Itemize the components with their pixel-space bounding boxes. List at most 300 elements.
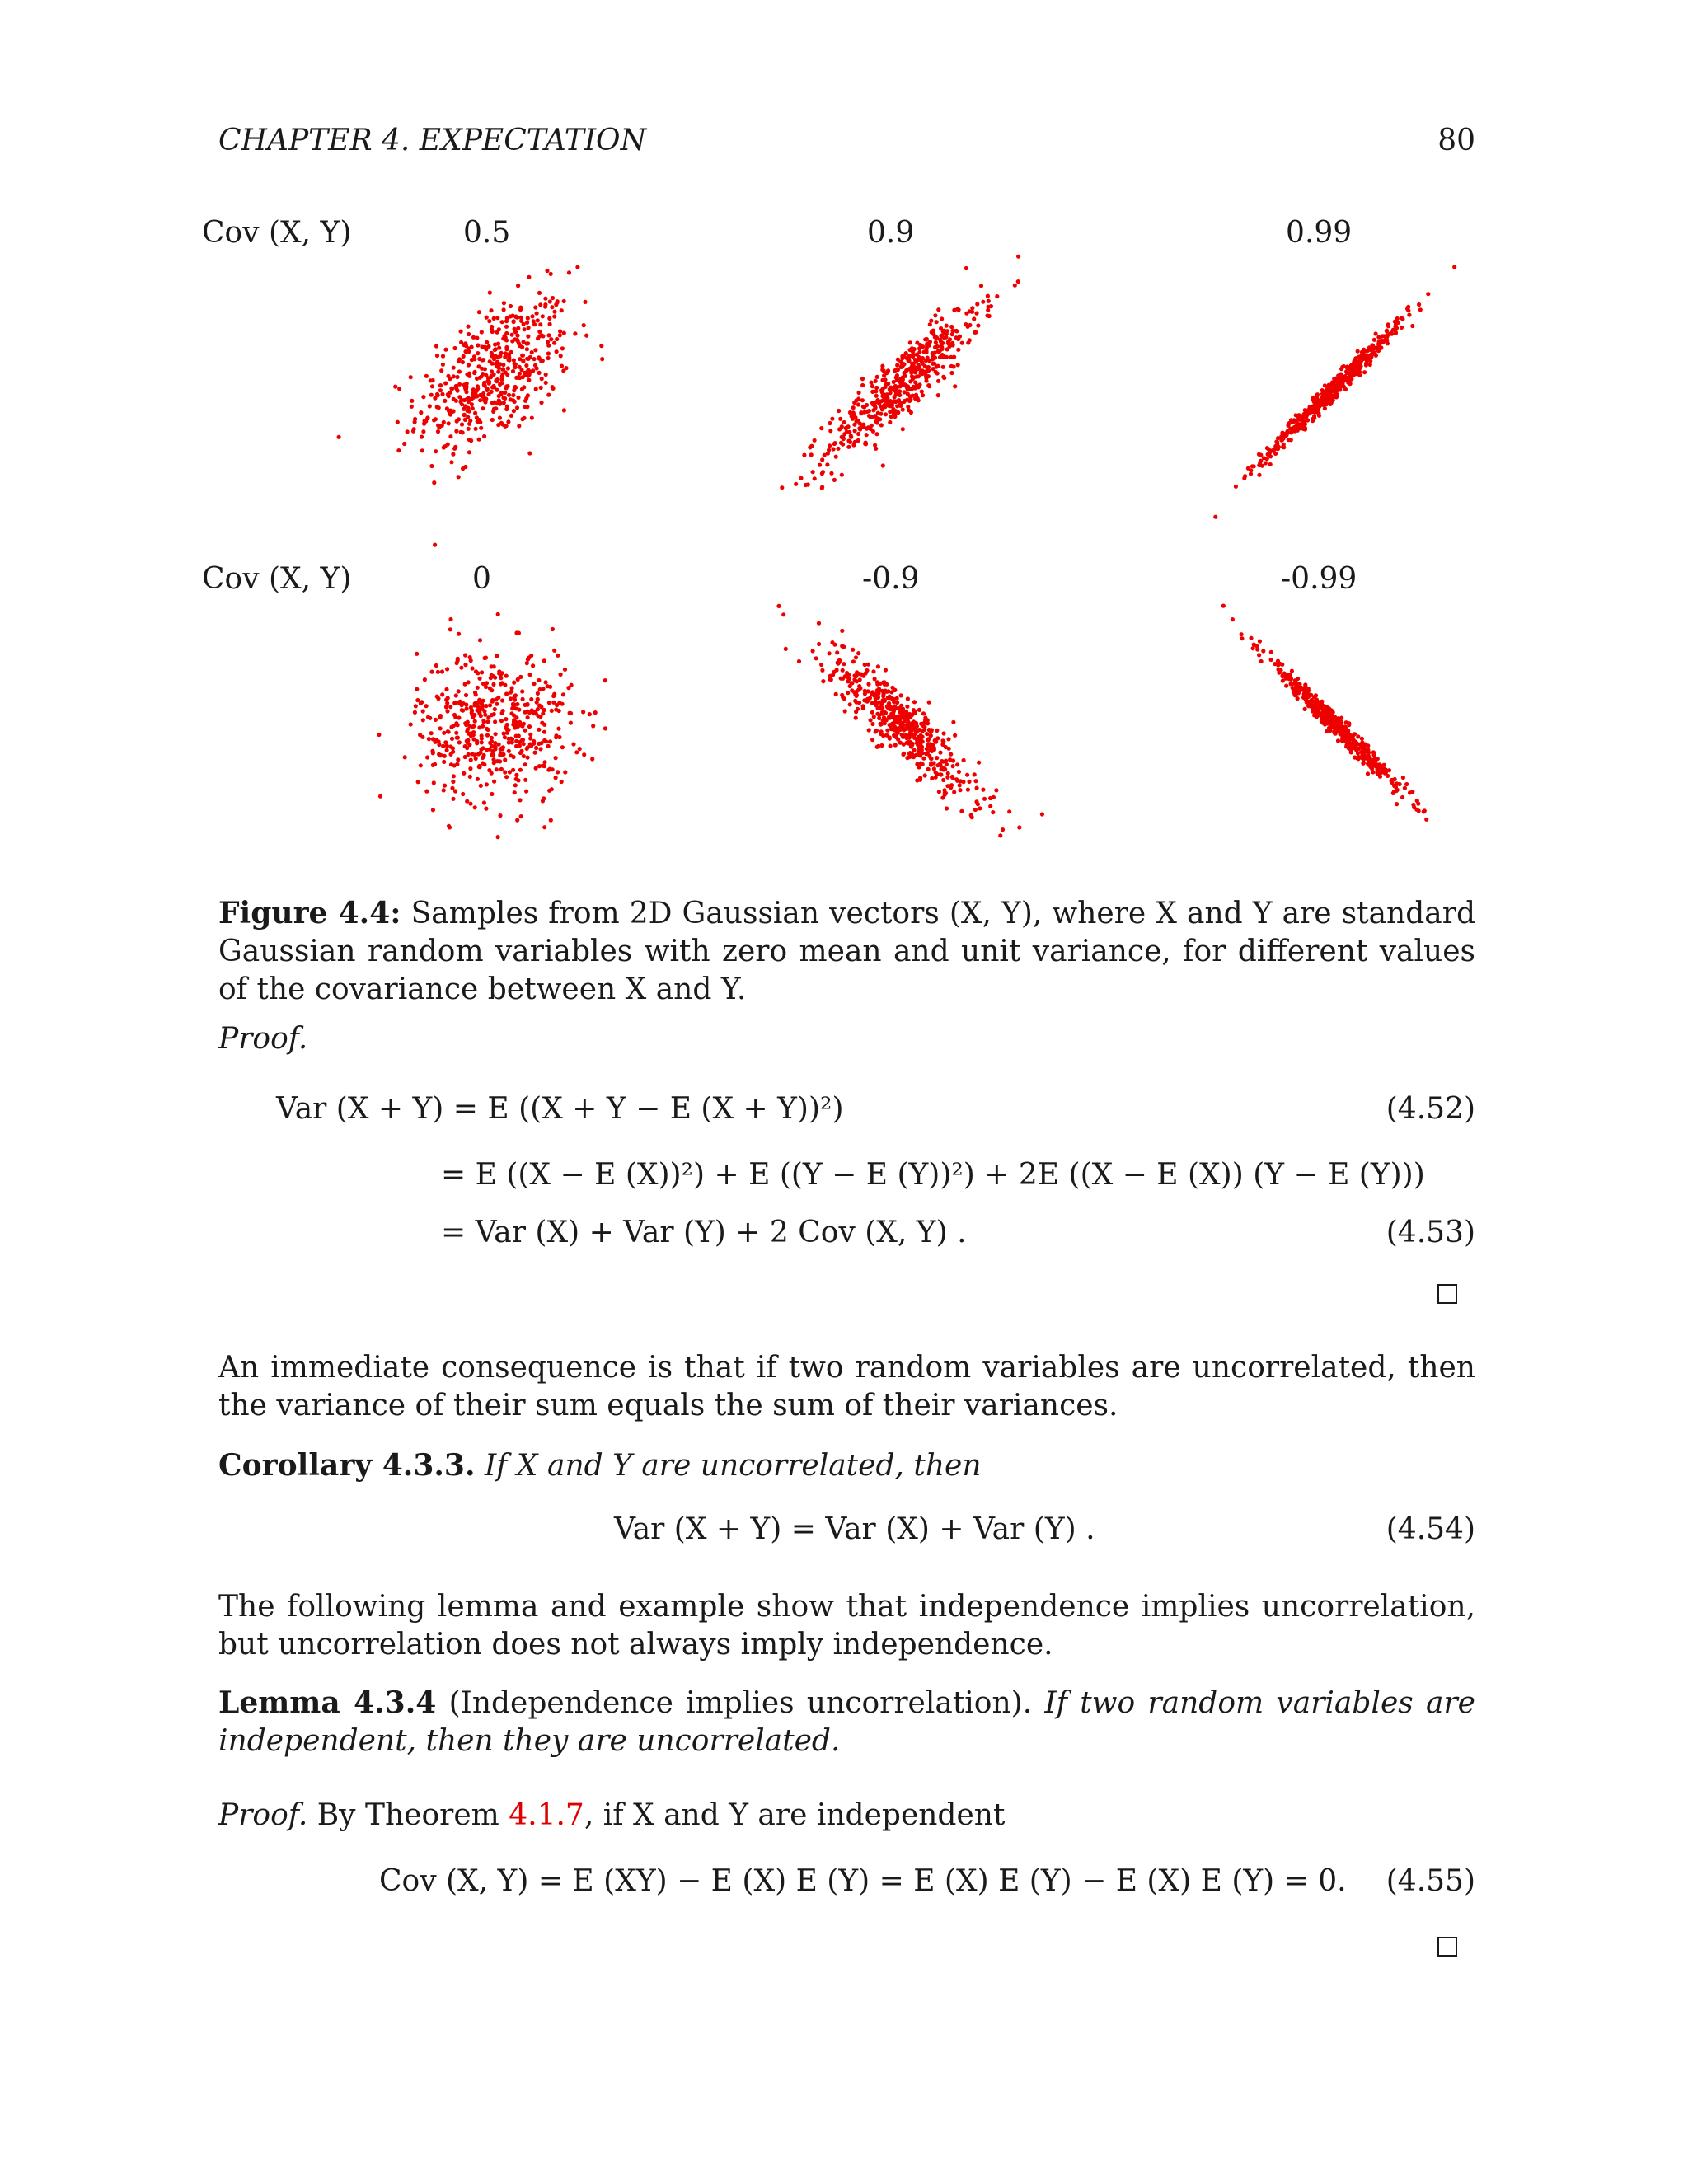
scatter-point: [1360, 750, 1364, 754]
scatter-point: [512, 359, 516, 363]
scatter-point: [928, 729, 932, 733]
scatter-point: [462, 771, 466, 776]
equation-number-4-55: (4.55): [1386, 1864, 1475, 1898]
scatter-point: [441, 354, 445, 359]
scatter-point: [776, 604, 781, 608]
scatter-point: [537, 355, 541, 359]
scatter-point: [474, 757, 478, 761]
scatter-point: [912, 727, 917, 731]
figure-row-label-top: Cov (X, Y): [202, 216, 352, 250]
scatter-point: [409, 722, 413, 726]
scatter-point: [481, 682, 485, 686]
scatter-point: [509, 691, 513, 695]
scatter-point: [539, 705, 543, 709]
scatter-point: [461, 792, 465, 796]
scatter-point: [894, 376, 898, 380]
scatter-point: [546, 344, 551, 348]
scatter-point: [454, 429, 458, 434]
scatter-point: [471, 406, 475, 410]
scatter-point: [866, 425, 870, 429]
scatter-point: [945, 806, 949, 810]
scatter-point: [501, 363, 505, 367]
scatter-point: [475, 336, 479, 340]
scatter-point: [518, 751, 523, 755]
scatter-cov-0-9: [767, 264, 1039, 503]
scatter-point: [1346, 743, 1350, 747]
scatter-point: [471, 724, 476, 729]
scatter-point: [860, 383, 865, 387]
scatter-point: [1418, 307, 1423, 312]
scatter-point: [1294, 681, 1298, 685]
scatter-point: [1354, 363, 1358, 368]
scatter-point: [448, 617, 452, 621]
scatter-point: [1297, 418, 1301, 422]
scatter-point: [443, 381, 448, 385]
scatter-point: [448, 434, 452, 438]
scatter-point: [1329, 712, 1334, 716]
scatter-point: [543, 302, 547, 307]
scatter-point: [337, 435, 341, 439]
scatter-point: [1369, 356, 1373, 360]
scatter-point: [855, 679, 859, 683]
scatter-point: [1368, 363, 1372, 367]
figure-caption-text: Samples from 2D Gaussian vectors (X, Y), where X and Y are standard Gaussian random variables with zero mean and unit variance, for different values of the covariance between X and Y.: [218, 897, 1475, 1006]
scatter-point: [900, 379, 904, 383]
scatter-point: [928, 322, 932, 326]
scatter-point: [1417, 808, 1421, 813]
scatter-point: [430, 670, 434, 674]
scatter-point: [460, 708, 464, 712]
scatter-point: [438, 383, 443, 387]
scatter-point: [917, 384, 921, 388]
scatter-point: [1268, 451, 1272, 455]
theorem-reference-link[interactable]: 4.1.7: [509, 1798, 584, 1832]
scatter-point: [498, 813, 502, 818]
scatter-point: [485, 782, 489, 786]
scatter-point: [1278, 668, 1282, 673]
scatter-point: [441, 744, 445, 748]
scatter-point: [888, 737, 892, 741]
scatter-point: [393, 385, 397, 389]
scatter-point: [906, 359, 910, 363]
scatter-point: [528, 673, 532, 677]
scatter-point: [440, 424, 444, 428]
scatter-point: [879, 705, 884, 710]
scatter-point: [525, 347, 529, 351]
scatter-point: [470, 752, 474, 756]
scatter-point: [452, 397, 456, 401]
scatter-point: [526, 393, 530, 397]
scatter-point: [945, 776, 950, 780]
scatter-point: [910, 346, 914, 350]
scatter-point: [947, 341, 951, 345]
scatter-point: [988, 796, 992, 800]
scatter-point: [1240, 632, 1244, 636]
scatter-point: [917, 374, 921, 378]
scatter-point: [492, 407, 496, 411]
scatter-point: [926, 383, 931, 387]
scatter-point: [469, 758, 473, 762]
scatter-point: [532, 682, 536, 686]
scatter-point: [500, 698, 504, 702]
scatter-point: [457, 417, 461, 421]
qed-square: [1437, 1284, 1457, 1304]
scatter-point: [516, 677, 520, 682]
scatter-point: [1314, 396, 1318, 401]
panel-title-0-99: 0.99: [1286, 216, 1353, 250]
scatter-point: [528, 736, 532, 740]
scatter-point: [1327, 726, 1331, 730]
scatter-point: [1337, 724, 1341, 728]
scatter-point: [513, 790, 517, 794]
scatter-point: [511, 393, 515, 397]
scatter-point: [509, 753, 513, 757]
scatter-point: [945, 347, 950, 351]
scatter-point: [467, 438, 471, 442]
scatter-point: [1394, 331, 1398, 335]
scatter-point: [987, 314, 992, 318]
equation-4-52: Var (X + Y) = E ((X + Y − E (X + Y))²): [276, 1092, 844, 1126]
scatter-point: [569, 721, 573, 725]
scatter-point: [1415, 799, 1419, 803]
scatter-point: [490, 771, 494, 776]
scatter-point: [459, 666, 463, 670]
scatter-point: [889, 391, 893, 395]
scatter-point: [1284, 684, 1288, 688]
scatter-point: [485, 340, 489, 344]
scatter-point: [567, 270, 571, 274]
scatter-point: [1400, 326, 1404, 330]
scatter-point: [522, 416, 526, 420]
scatter-point: [951, 764, 955, 768]
scatter-point: [449, 762, 453, 766]
scatter-point: [532, 742, 536, 746]
scatter-point: [1372, 757, 1376, 762]
scatter-point: [1391, 328, 1395, 332]
scatter-point: [903, 399, 907, 403]
scatter-point: [873, 677, 877, 681]
scatter-point: [973, 330, 978, 335]
scatter-point: [533, 305, 537, 309]
scatter-point: [512, 681, 516, 685]
scatter-point: [865, 403, 869, 407]
scatter-point: [965, 773, 969, 777]
scatter-point: [867, 728, 871, 732]
scatter-point: [958, 788, 962, 792]
scatter-point: [583, 300, 587, 304]
scatter-point: [402, 442, 406, 446]
scatter-point: [906, 391, 910, 396]
scatter-point: [955, 762, 959, 766]
scatter-point: [490, 369, 494, 373]
scatter-point: [1301, 419, 1306, 424]
scatter-point: [548, 299, 552, 303]
scatter-point: [895, 701, 899, 705]
scatter-point: [841, 695, 845, 699]
scatter-point: [429, 464, 434, 468]
scatter-point: [518, 768, 523, 772]
scatter-point: [849, 435, 853, 439]
scatter-point: [496, 612, 500, 616]
scatter-point: [936, 393, 940, 397]
scatter-point: [912, 748, 917, 752]
scatter-point: [516, 396, 520, 400]
scatter-point: [513, 696, 517, 701]
scatter-point: [456, 757, 460, 762]
scatter-point: [466, 720, 470, 724]
scatter-point: [809, 444, 814, 448]
scatter-point: [513, 386, 518, 390]
scatter-point: [551, 627, 555, 631]
scatter-point: [420, 448, 424, 452]
scatter-point: [828, 421, 832, 425]
scatter-point: [495, 702, 499, 706]
scatter-point: [499, 377, 504, 382]
scatter-point: [421, 429, 425, 434]
scatter-point: [931, 331, 935, 335]
scatter-point: [556, 654, 560, 658]
scatter-point: [564, 366, 568, 370]
scatter-point: [958, 783, 962, 787]
scatter-point: [448, 627, 452, 631]
scatter-point: [476, 686, 480, 690]
scatter-point: [1276, 436, 1280, 440]
scatter-cov-0-5: [359, 255, 631, 494]
scatter-point: [569, 711, 573, 715]
scatter-point: [539, 741, 543, 745]
scatter-point: [410, 405, 414, 409]
scatter-point: [444, 687, 448, 691]
scatter-point: [473, 411, 477, 415]
scatter-point: [551, 296, 555, 300]
scatter-point: [973, 772, 977, 776]
scatter-point: [1315, 697, 1319, 701]
scatter-point: [830, 417, 834, 421]
scatter-point: [860, 398, 865, 402]
scatter-point: [897, 398, 901, 402]
scatter-point: [933, 335, 937, 339]
scatter-point: [378, 794, 382, 799]
scatter-point: [901, 427, 905, 431]
scatter-point: [525, 661, 529, 665]
scatter-point: [1410, 790, 1414, 794]
scatter-point: [1234, 485, 1238, 489]
figure-caption: [218, 894, 1475, 1009]
scatter-point: [542, 764, 546, 768]
scatter-point: [467, 346, 471, 350]
scatter-point: [526, 335, 530, 339]
scatter-point: [549, 272, 553, 276]
scatter-point: [409, 375, 413, 379]
scatter-point: [518, 720, 522, 724]
equation-number-4-52: (4.52): [1386, 1092, 1475, 1126]
scatter-point: [811, 649, 815, 653]
scatter-point: [1354, 371, 1358, 375]
scatter-point: [930, 776, 934, 780]
scatter-point: [1372, 752, 1376, 757]
scatter-point: [538, 322, 542, 326]
scatter-point: [834, 455, 838, 459]
scatter-point: [486, 392, 490, 396]
scatter-point: [472, 389, 476, 393]
scatter-point: [1417, 302, 1421, 307]
scatter-point: [784, 647, 788, 651]
scatter-point: [936, 307, 940, 312]
scatter-point: [1317, 414, 1321, 418]
scatter-point: [489, 308, 493, 312]
scatter-point: [522, 322, 526, 326]
scatter-point: [953, 733, 957, 738]
scatter-point: [448, 391, 452, 395]
scatter-point: [443, 399, 447, 403]
scatter-point: [870, 390, 874, 394]
scatter-point: [480, 670, 484, 674]
scatter-point: [893, 688, 897, 692]
scatter-point: [1362, 349, 1367, 354]
scatter-point: [998, 833, 1002, 837]
scatter-point: [898, 705, 903, 710]
scatter-point: [905, 705, 909, 709]
scatter-point: [861, 423, 865, 427]
scatter-point: [435, 405, 439, 409]
scatter-point: [938, 751, 942, 755]
scatter-point: [574, 750, 579, 754]
scatter-point: [1325, 397, 1329, 401]
scatter-point: [467, 680, 471, 684]
scatter-point: [1286, 424, 1290, 428]
scatter-point: [511, 398, 515, 402]
scatter-point: [957, 770, 961, 774]
scatter-point: [525, 747, 529, 751]
scatter-point: [1388, 331, 1392, 335]
scatter-point: [936, 379, 940, 383]
scatter-point: [881, 698, 885, 702]
scatter-point: [503, 355, 507, 359]
scatter-point: [1257, 452, 1261, 457]
scatter-point: [974, 312, 978, 316]
scatter-point: [1339, 372, 1343, 376]
scatter-point: [537, 678, 541, 682]
scatter-point: [457, 632, 461, 636]
scatter-point: [521, 738, 525, 742]
scatter-point: [503, 396, 507, 401]
scatter-point: [452, 374, 456, 378]
scatter-point: [1272, 448, 1276, 452]
scatter-point: [949, 355, 953, 359]
scatter-point: [1410, 324, 1414, 328]
scatter-point: [802, 453, 806, 457]
scatter-point: [1001, 827, 1005, 832]
scatter-point: [853, 429, 857, 433]
scatter-point: [488, 291, 492, 295]
scatter-point: [870, 738, 874, 742]
scatter-point: [450, 786, 454, 790]
scatter-point: [934, 340, 938, 344]
scatter-point: [486, 344, 490, 349]
scatter-point: [1356, 349, 1360, 354]
scatter-point: [528, 733, 532, 737]
scatter-point: [1289, 438, 1293, 442]
scatter-point: [420, 435, 424, 439]
scatter-point: [488, 703, 492, 707]
scatter-point: [882, 368, 886, 373]
scatter-point: [555, 337, 559, 341]
scatter-point: [928, 340, 932, 344]
scatter-point: [948, 757, 952, 762]
scatter-point: [535, 312, 539, 316]
scatter-point: [832, 447, 836, 451]
scatter-point: [1292, 418, 1296, 422]
scatter-point: [781, 612, 785, 616]
scatter-point: [559, 673, 563, 677]
scatter-point: [510, 686, 514, 690]
scatter-point: [560, 308, 564, 312]
scatter-point: [514, 739, 518, 743]
scatter-point: [490, 327, 494, 331]
scatter-point: [1340, 365, 1344, 369]
scatter-point: [451, 797, 455, 801]
scatter-point: [981, 300, 985, 304]
scatter-point: [940, 341, 945, 345]
scatter-point: [893, 743, 898, 747]
scatter-point: [546, 333, 551, 337]
scatter-point: [813, 438, 817, 443]
scatter-point: [887, 696, 891, 700]
scatter-point: [499, 392, 504, 396]
scatter-point: [879, 423, 884, 427]
scatter-point: [436, 670, 440, 674]
scatter-point: [481, 704, 485, 708]
scatter-point: [377, 733, 381, 737]
figure-caption-label: Figure 4.4:: [218, 896, 401, 930]
scatter-point: [846, 675, 850, 679]
scatter-point: [836, 447, 840, 451]
scatter-point: [889, 744, 893, 748]
scatter-point: [1314, 410, 1318, 414]
scatter-point: [452, 713, 457, 717]
scatter-point: [861, 706, 865, 710]
scatter-point: [525, 321, 529, 325]
scatter-point: [846, 438, 851, 443]
scatter-point: [431, 751, 435, 755]
scatter-point: [848, 684, 852, 688]
scatter-point: [865, 433, 869, 437]
scatter-point: [499, 719, 504, 723]
scatter-point: [1362, 744, 1367, 748]
scatter-point: [419, 410, 423, 415]
scatter-point: [1348, 374, 1352, 378]
scatter-point: [867, 414, 871, 418]
scatter-point: [487, 319, 491, 323]
scatter-point: [477, 310, 481, 314]
scatter-point: [884, 382, 888, 387]
scatter-point: [1400, 316, 1404, 320]
scatter-point: [478, 398, 482, 402]
scatter-point: [974, 799, 978, 804]
scatter-point: [950, 783, 954, 787]
scatter-point: [921, 356, 925, 360]
scatter-point: [935, 729, 939, 733]
scatter-point: [406, 429, 410, 434]
scatter-point: [451, 750, 455, 754]
scatter-point: [424, 790, 429, 794]
scatter-point: [440, 392, 444, 396]
scatter-point: [915, 353, 919, 357]
scatter-point: [855, 670, 859, 674]
scatter-point: [836, 661, 840, 665]
scatter-point: [490, 700, 495, 704]
scatter-point: [420, 700, 424, 704]
